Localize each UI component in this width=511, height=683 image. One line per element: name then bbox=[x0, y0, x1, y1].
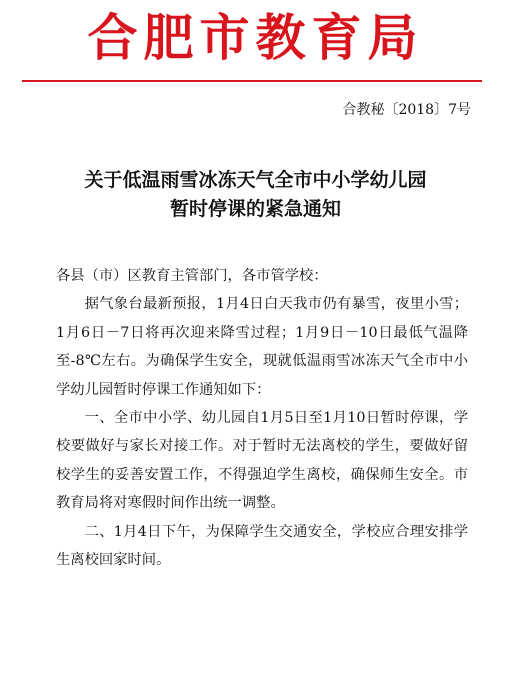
document-body bbox=[56, 262, 468, 574]
document-number: 合教秘〔2018〕7号 bbox=[342, 102, 471, 118]
paragraph-item-1: 一、全市中小学、幼儿园自1月5日至1月10日暂时停课，学校要做好与家长对接工作。对于暂时无法离校的学生，要做好留校学生的妥善安置工作，不得强迫学生离校，确保师生安全。市教育局将对寒假时间作出统一调整。 bbox=[56, 410, 468, 512]
paragraph-forecast: 据气象台最新预报，1月4日白天我市仍有暴雪，夜里小雪；1月6日－7日将再次迎来降雪过程；1月9日－10日最低气温降至-8℃左右。为确保学生安全，现就低温雨雪冰冻天气全市中小学幼儿园暂时停课工作通知如下： bbox=[56, 296, 468, 398]
masthead-red-rule bbox=[22, 80, 482, 82]
paragraph-item-2: 二、1月4日下午，为保障学生交通安全，学校应合理安排学生离校回家时间。 bbox=[56, 523, 468, 569]
document-title-line-2: 暂时停课的紧急通知 bbox=[169, 198, 341, 220]
salutation: 各县（市）区教育主管部门，各市管学校： bbox=[56, 268, 328, 284]
masthead-org-name: 合肥市教育局 bbox=[87, 9, 424, 67]
document-title-line-1: 关于低温雨雪冰冻天气全市中小学幼儿园 bbox=[84, 169, 427, 191]
